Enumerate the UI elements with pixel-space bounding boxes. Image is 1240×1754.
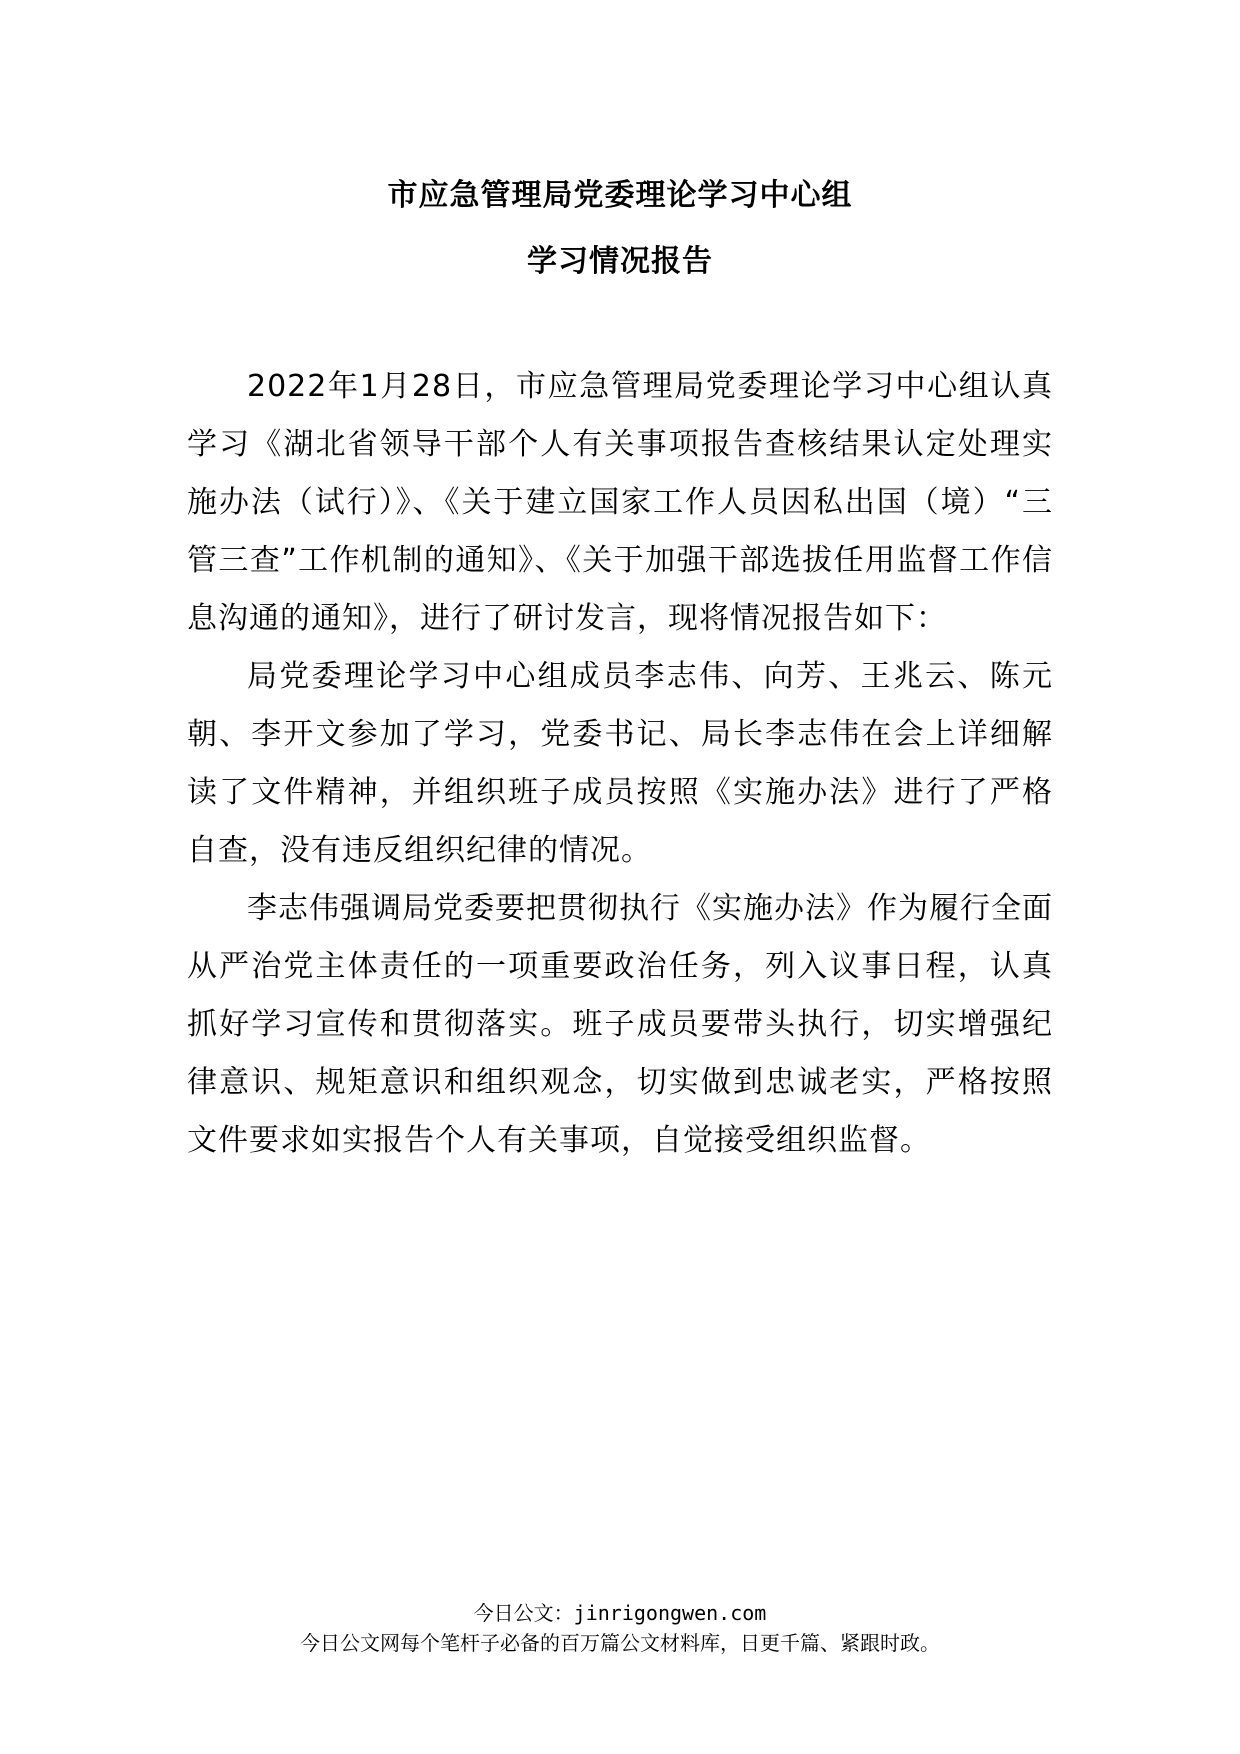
paragraph-3: 李志伟强调局党委要把贯彻执行《实施办法》作为履行全面从严治党主体责任的一项重要政治任务，列入议事日程，认真抓好学习宣传和贯彻落实。班子成员要带头执行，切实增强纪律意识、规矩意识和组织观念，切实做到忠诚老实，严格按照文件要求如实报告个人有关事项，自觉接受组织监督。 xyxy=(187,891,1053,1158)
footer-url-link[interactable]: jinrigongwen.com xyxy=(573,1601,767,1625)
document-body xyxy=(187,358,1053,1170)
document-title-line-2: 学习情况报告 xyxy=(527,244,713,279)
footer-tagline: 今日公文网每个笔杆子必备的百万篇公文材料库，日更千篇、紧跟时政。 xyxy=(300,1631,940,1655)
paragraph-2: 局党委理论学习中心组成员李志伟、向芳、王兆云、陈元朝、李开文参加了学习，党委书记、局长李志伟在会上详细解读了文件精神，并组织班子成员按照《实施办法》进行了严格自查，没有违反组织纪律的情况。 xyxy=(187,659,1053,868)
paragraph-1: 2022年1月28日，市应急管理局党委理论学习中心组认真学习《湖北省领导干部个人有关事项报告查核结果认定处理实施办法（试行）》、《关于建立国家工作人员因私出国（境）“三管三查”工作机制的通知》、《关于加强干部选拔任用监督工作信息沟通的通知》，进行了研讨发言，现将情况报告如下： xyxy=(187,369,1053,636)
footer-source-label: 今日公文： xyxy=(473,1601,574,1625)
document-title-line-1: 市应急管理局党委理论学习中心组 xyxy=(387,178,853,213)
footer-source xyxy=(0,1598,1240,1628)
